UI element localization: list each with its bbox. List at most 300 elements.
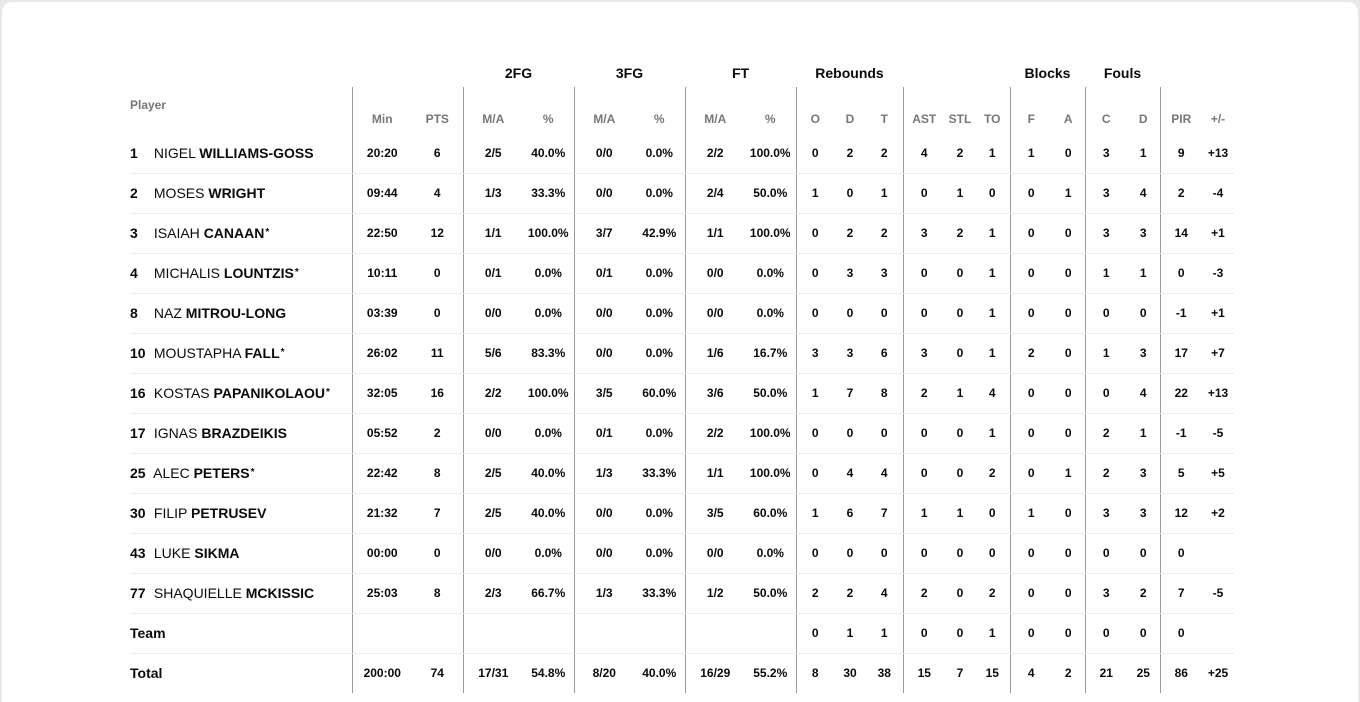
stat-ft-pct: 100.0% <box>745 133 796 173</box>
player-last-name: PETRUSEV <box>190 505 267 521</box>
stat-foul-c: 1 <box>1085 333 1127 373</box>
stat-foul-d: 3 <box>1127 213 1160 253</box>
player-row <box>130 373 1234 413</box>
stat-plus-minus: +13 <box>1202 133 1234 173</box>
stat-ft-ma: 1/1 <box>685 453 745 493</box>
stat-ast: 2 <box>903 373 945 413</box>
stat-2fg-ma: 1/1 <box>463 213 523 253</box>
stat-reb-o: 0 <box>796 293 834 333</box>
stat-pts: 7 <box>412 493 463 533</box>
player-name-cell[interactable] <box>130 293 352 333</box>
stat-reb-t: 6 <box>866 333 903 373</box>
stat-plus-minus: +13 <box>1202 373 1234 413</box>
stat-3fg-ma: 3/5 <box>574 373 634 413</box>
player-first-name: IGNAS <box>153 425 198 441</box>
player-row <box>130 413 1234 453</box>
stat-reb-t: 0 <box>866 533 903 573</box>
stat-2fg-ma: 2/2 <box>463 373 523 413</box>
stat-pir: 9 <box>1160 133 1202 173</box>
group-header-3fg: 3FG <box>615 65 644 81</box>
stat-reb-d: 0 <box>834 413 866 453</box>
stat-blk-f: 1 <box>1010 133 1052 173</box>
stat-ft-ma: 3/5 <box>685 493 745 533</box>
player-name-cell[interactable] <box>130 253 352 293</box>
stat-min: 00:00 <box>352 533 412 573</box>
stat-stl: 0 <box>945 533 975 573</box>
col-header-ast: AST <box>903 87 945 133</box>
stat-to: 1 <box>975 253 1010 293</box>
stat-foul-c: 0 <box>1085 373 1127 413</box>
stat-min: 200:00 <box>352 653 412 693</box>
player-last-name: CANAAN <box>203 225 265 241</box>
stat-reb-o: 0 <box>796 613 834 653</box>
stat-reb-o: 1 <box>796 173 834 213</box>
player-last-name: PETERS <box>193 465 250 481</box>
stat-pts: 2 <box>412 413 463 453</box>
stat-stl: 0 <box>945 453 975 493</box>
stat-reb-t: 0 <box>866 293 903 333</box>
team-row <box>130 613 1234 653</box>
stat-min: 10:11 <box>352 253 412 293</box>
total-row <box>130 653 1234 693</box>
stat-pir: 86 <box>1160 653 1202 693</box>
stat-blk-f: 4 <box>1010 653 1052 693</box>
stat-ft-ma: 16/29 <box>685 653 745 693</box>
stat-to: 1 <box>975 413 1010 453</box>
stat-blk-f: 0 <box>1010 573 1052 613</box>
stat-plus-minus: -5 <box>1202 413 1234 453</box>
stat-blk-a: 0 <box>1052 413 1085 453</box>
stat-reb-d: 2 <box>834 213 866 253</box>
stat-ast: 0 <box>903 453 945 493</box>
stat-reb-o: 0 <box>796 533 834 573</box>
player-first-name: NIGEL <box>153 144 196 161</box>
stat-foul-c: 3 <box>1085 133 1127 173</box>
stat-ft-pct: 0.0% <box>745 253 796 293</box>
stat-reb-d: 0 <box>834 533 866 573</box>
stat-2fg-ma <box>463 613 523 653</box>
stat-pir: 17 <box>1160 333 1202 373</box>
stat-blk-f: 0 <box>1010 413 1052 453</box>
stat-plus-minus: +1 <box>1202 213 1234 253</box>
summary-label: Team <box>130 613 352 653</box>
stat-pts: 12 <box>412 213 463 253</box>
player-first-name: FILIP <box>153 505 188 521</box>
stat-to: 2 <box>975 573 1010 613</box>
stat-blk-f: 0 <box>1010 213 1052 253</box>
player-name-cell[interactable] <box>130 413 352 453</box>
stat-3fg-ma: 0/0 <box>574 133 634 173</box>
stat-blk-f: 0 <box>1010 293 1052 333</box>
player-name-cell[interactable] <box>130 493 352 533</box>
stat-min: 09:44 <box>352 173 412 213</box>
stat-plus-minus: +2 <box>1202 493 1234 533</box>
stat-foul-c: 3 <box>1085 213 1127 253</box>
stat-min: 20:20 <box>352 133 412 173</box>
stat-reb-d: 1 <box>834 613 866 653</box>
player-name-cell[interactable] <box>130 333 352 373</box>
stat-3fg-ma: 0/0 <box>574 533 634 573</box>
stat-blk-a: 1 <box>1052 173 1085 213</box>
stat-pir: 12 <box>1160 493 1202 533</box>
player-name-cell[interactable] <box>130 373 352 413</box>
player-first-name: LUKE <box>153 545 191 561</box>
stat-pir: 0 <box>1160 533 1202 573</box>
stat-blk-f: 2 <box>1010 333 1052 373</box>
stat-foul-d: 0 <box>1127 613 1160 653</box>
stat-3fg-ma: 0/0 <box>574 173 634 213</box>
stat-foul-c: 3 <box>1085 493 1127 533</box>
stat-reb-o: 1 <box>796 373 834 413</box>
stat-ft-pct: 60.0% <box>745 493 796 533</box>
stat-plus-minus: +25 <box>1207 666 1229 681</box>
stat-foul-c: 0 <box>1085 533 1127 573</box>
stat-reb-t: 3 <box>866 253 903 293</box>
col-header-2fg-ma: M/A <box>463 87 523 133</box>
player-name-cell[interactable] <box>130 133 352 173</box>
stat-2fg-pct: 54.8% <box>531 666 566 681</box>
stat-3fg-ma: 3/7 <box>574 213 634 253</box>
player-row <box>130 573 1234 613</box>
stat-min <box>352 613 412 653</box>
stat-reb-o: 8 <box>796 653 834 693</box>
stat-ast: 0 <box>903 533 945 573</box>
stat-pts: 74 <box>430 666 444 681</box>
stat-reb-o: 0 <box>796 213 834 253</box>
stat-pir: -1 <box>1160 293 1202 333</box>
player-row <box>130 293 1234 333</box>
stat-reb-o: 0 <box>796 253 834 293</box>
stat-3fg-pct: 0.0% <box>634 173 685 213</box>
starter-marker: * <box>326 387 330 398</box>
player-name-cell[interactable] <box>130 213 352 253</box>
stat-to: 0 <box>975 173 1010 213</box>
col-header-pts: PTS <box>425 112 449 126</box>
stat-stl: 0 <box>945 253 975 293</box>
col-header-min: Min <box>352 87 412 133</box>
boxscore-card <box>2 2 1358 702</box>
col-header-2fg-pct: % <box>542 112 554 126</box>
col-header-ft-ma: M/A <box>685 87 745 133</box>
group-header-fouls: Fouls <box>1103 65 1142 81</box>
player-row <box>130 333 1234 373</box>
stat-to: 0 <box>975 533 1010 573</box>
stat-ft-pct: 16.7% <box>745 333 796 373</box>
player-name-cell[interactable] <box>130 533 352 573</box>
stat-pts: 11 <box>412 333 463 373</box>
col-header-player: Player <box>130 98 167 112</box>
col-header-stl: STL <box>948 112 972 126</box>
stat-pts: 8 <box>412 453 463 493</box>
stat-reb-o: 2 <box>796 573 834 613</box>
stat-blk-a: 1 <box>1052 453 1085 493</box>
stat-2fg-pct: 40.0% <box>523 453 574 493</box>
stat-min: 21:32 <box>352 493 412 533</box>
player-number: 10 <box>130 345 146 361</box>
stat-3fg-pct: 0.0% <box>634 413 685 453</box>
stat-reb-o: 0 <box>796 133 834 173</box>
stat-plus-minus: -4 <box>1202 173 1234 213</box>
stat-blk-a: 0 <box>1052 213 1085 253</box>
stat-reb-t: 8 <box>866 373 903 413</box>
stat-3fg-ma: 1/3 <box>574 573 634 613</box>
stat-blk-a: 0 <box>1052 533 1085 573</box>
player-name-cell[interactable] <box>130 173 352 213</box>
col-header-3fg-pct: % <box>653 112 665 126</box>
player-first-name: ALEC <box>153 465 190 481</box>
stat-reb-d: 3 <box>834 253 866 293</box>
stat-to: 0 <box>975 493 1010 533</box>
stat-foul-d: 3 <box>1127 493 1160 533</box>
player-first-name: MOSES <box>153 185 205 201</box>
stat-to: 4 <box>975 373 1010 413</box>
stat-2fg-ma: 0/1 <box>463 253 523 293</box>
stat-ast: 0 <box>903 613 945 653</box>
player-first-name: KOSTAS <box>153 385 210 401</box>
stat-foul-c: 1 <box>1085 253 1127 293</box>
stat-reb-t: 4 <box>866 573 903 613</box>
stat-pts: 16 <box>412 373 463 413</box>
stat-ft-ma: 2/4 <box>685 173 745 213</box>
stat-foul-d: 4 <box>1127 173 1160 213</box>
group-header-2fg: 2FG <box>504 65 533 81</box>
stat-min: 25:03 <box>352 573 412 613</box>
player-number: 8 <box>130 305 138 321</box>
stat-2fg-ma: 5/6 <box>463 333 523 373</box>
stat-foul-c: 2 <box>1085 413 1127 453</box>
player-first-name: NAZ <box>153 305 182 321</box>
stat-3fg-pct: 33.3% <box>634 573 685 613</box>
stat-3fg-ma: 0/0 <box>574 333 634 373</box>
col-header-reb-t: T <box>880 112 888 126</box>
stat-stl: 1 <box>945 173 975 213</box>
stat-ft-pct: 0.0% <box>745 293 796 333</box>
stat-ft-ma: 3/6 <box>685 373 745 413</box>
player-number: 1 <box>130 144 138 161</box>
player-last-name: MITROU-LONG <box>185 305 287 321</box>
stat-pir: 0 <box>1160 253 1202 293</box>
stat-min: 32:05 <box>352 373 412 413</box>
stat-blk-a: 0 <box>1052 253 1085 293</box>
stat-pts: 0 <box>412 533 463 573</box>
stat-foul-c: 3 <box>1085 173 1127 213</box>
stat-min: 22:42 <box>352 453 412 493</box>
stat-foul-d: 0 <box>1127 293 1160 333</box>
stat-3fg-pct: 60.0% <box>634 373 685 413</box>
stat-2fg-pct: 0.0% <box>523 293 574 333</box>
stat-reb-d: 6 <box>834 493 866 533</box>
stat-blk-a: 0 <box>1052 613 1085 653</box>
player-last-name: FALL <box>244 345 280 361</box>
stat-blk-f: 0 <box>1010 253 1052 293</box>
stat-ast: 0 <box>903 413 945 453</box>
stat-ft-ma <box>685 613 745 653</box>
stat-foul-c: 21 <box>1085 653 1127 693</box>
stat-ft-ma: 0/0 <box>685 533 745 573</box>
starter-marker: * <box>265 227 270 238</box>
col-header-to: TO <box>984 112 1001 126</box>
stat-2fg-ma: 0/0 <box>463 293 523 333</box>
stat-ft-pct: 55.2% <box>753 666 788 681</box>
player-number: 43 <box>130 545 146 561</box>
stat-plus-minus: -3 <box>1202 253 1234 293</box>
col-header-blk-a: A <box>1063 112 1073 126</box>
group-header-rebounds: Rebounds <box>815 65 884 81</box>
stat-stl: 1 <box>945 373 975 413</box>
stat-min: 26:02 <box>352 333 412 373</box>
stat-blk-a: 0 <box>1052 333 1085 373</box>
player-first-name: MICHALIS <box>153 265 221 281</box>
stat-reb-t: 1 <box>866 173 903 213</box>
player-row <box>130 533 1234 573</box>
col-header-plus-minus: +/- <box>1210 112 1226 126</box>
col-header-ft-pct: % <box>764 112 776 126</box>
stat-pts: 4 <box>412 173 463 213</box>
player-last-name: SIKMA <box>194 545 240 561</box>
player-number: 17 <box>130 425 146 441</box>
stat-stl: 1 <box>945 493 975 533</box>
stat-2fg-ma: 2/5 <box>463 133 523 173</box>
player-name-cell[interactable] <box>130 573 352 613</box>
col-header-reb-o: O <box>796 87 834 133</box>
stat-3fg-ma: 0/0 <box>574 293 634 333</box>
stat-plus-minus: -5 <box>1202 573 1234 613</box>
stat-stl: 2 <box>945 133 975 173</box>
stat-3fg-pct: 0.0% <box>634 493 685 533</box>
stat-3fg-pct: 42.9% <box>634 213 685 253</box>
stat-ft-ma: 0/0 <box>685 253 745 293</box>
stat-reb-d: 4 <box>834 453 866 493</box>
stat-2fg-ma: 2/5 <box>463 493 523 533</box>
stat-2fg-pct <box>523 613 574 653</box>
stat-pir: 22 <box>1160 373 1202 413</box>
stat-2fg-pct: 40.0% <box>523 133 574 173</box>
stat-blk-f: 0 <box>1010 613 1052 653</box>
stat-ast: 2 <box>903 573 945 613</box>
summary-label: Total <box>130 665 163 682</box>
col-header-3fg-ma: M/A <box>574 87 634 133</box>
stat-blk-a: 0 <box>1052 133 1085 173</box>
stat-3fg-pct: 0.0% <box>634 133 685 173</box>
stat-ast: 0 <box>903 253 945 293</box>
player-last-name: MCKISSIC <box>245 585 315 601</box>
stat-ft-pct: 100.0% <box>745 413 796 453</box>
stat-reb-o: 0 <box>796 413 834 453</box>
stat-ft-ma: 2/2 <box>685 133 745 173</box>
stat-ft-ma: 1/6 <box>685 333 745 373</box>
stat-plus-minus: +5 <box>1202 453 1234 493</box>
stat-3fg-pct: 0.0% <box>634 533 685 573</box>
stat-reb-d: 0 <box>834 173 866 213</box>
stat-reb-t: 38 <box>877 666 891 681</box>
player-number: 3 <box>130 225 138 241</box>
stat-ast: 1 <box>903 493 945 533</box>
stat-blk-f: 0 <box>1010 373 1052 413</box>
stat-plus-minus <box>1202 533 1234 573</box>
stat-foul-d: 0 <box>1127 533 1160 573</box>
player-last-name: WRIGHT <box>208 185 266 201</box>
stat-plus-minus: +7 <box>1202 333 1234 373</box>
stat-ft-pct: 50.0% <box>745 573 796 613</box>
column-header-row <box>130 87 1234 133</box>
player-number: 4 <box>130 265 138 281</box>
stat-blk-f: 0 <box>1010 533 1052 573</box>
stat-reb-t: 2 <box>866 133 903 173</box>
stat-ft-pct: 0.0% <box>745 533 796 573</box>
stat-2fg-ma: 1/3 <box>463 173 523 213</box>
group-header-ft: FT <box>731 65 750 81</box>
stat-ft-pct: 100.0% <box>745 213 796 253</box>
stat-blk-f: 0 <box>1010 173 1052 213</box>
stat-foul-d: 25 <box>1136 666 1150 681</box>
stat-3fg-ma: 1/3 <box>574 453 634 493</box>
stat-reb-d: 3 <box>834 333 866 373</box>
stat-to: 2 <box>975 453 1010 493</box>
stat-reb-d: 0 <box>834 293 866 333</box>
stat-plus-minus: +1 <box>1202 293 1234 333</box>
stat-2fg-ma: 2/5 <box>463 453 523 493</box>
player-last-name: PAPANIKOLAOU <box>213 385 326 401</box>
col-header-pir: PIR <box>1160 87 1202 133</box>
player-first-name: MOUSTAPHA <box>153 345 241 361</box>
stat-2fg-pct: 100.0% <box>523 213 574 253</box>
stat-pts: 6 <box>412 133 463 173</box>
player-number: 30 <box>130 505 146 521</box>
stat-foul-c: 2 <box>1085 453 1127 493</box>
stat-ft-pct: 50.0% <box>745 173 796 213</box>
stat-to: 1 <box>975 333 1010 373</box>
stat-3fg-pct: 33.3% <box>634 453 685 493</box>
stat-reb-o: 1 <box>796 493 834 533</box>
stat-2fg-pct: 100.0% <box>523 373 574 413</box>
stat-stl: 7 <box>956 666 964 681</box>
player-name-cell[interactable] <box>130 453 352 493</box>
stat-foul-d: 3 <box>1127 333 1160 373</box>
stat-3fg-pct <box>634 613 685 653</box>
stat-to: 1 <box>975 133 1010 173</box>
stat-to: 1 <box>975 293 1010 333</box>
stat-reb-t: 2 <box>866 213 903 253</box>
col-header-foul-c: C <box>1085 87 1127 133</box>
stat-reb-t: 0 <box>866 413 903 453</box>
stat-pts <box>412 613 463 653</box>
stat-pir: 5 <box>1160 453 1202 493</box>
stat-reb-d: 2 <box>834 573 866 613</box>
player-number: 25 <box>130 465 146 481</box>
player-row <box>130 213 1234 253</box>
stat-3fg-ma <box>574 613 634 653</box>
stat-ft-ma: 2/2 <box>685 413 745 453</box>
stat-reb-d: 7 <box>834 373 866 413</box>
stat-reb-t: 4 <box>866 453 903 493</box>
stat-pir: 0 <box>1160 613 1202 653</box>
stat-pts: 0 <box>412 253 463 293</box>
stat-blk-a: 2 <box>1064 666 1072 681</box>
player-number: 2 <box>130 185 138 201</box>
group-header-row <box>130 59 1234 87</box>
stat-min: 03:39 <box>352 293 412 333</box>
stat-reb-t: 7 <box>866 493 903 533</box>
stat-reb-o: 3 <box>796 333 834 373</box>
player-last-name: LOUNTZIS <box>223 265 294 281</box>
stat-3fg-ma: 0/1 <box>574 413 634 453</box>
stat-foul-d: 1 <box>1127 133 1160 173</box>
group-header-blocks: Blocks <box>1024 65 1071 81</box>
col-header-blk-f: F <box>1010 87 1052 133</box>
player-first-name: SHAQUIELLE <box>153 585 242 601</box>
player-row <box>130 453 1234 493</box>
stat-pir: -1 <box>1160 413 1202 453</box>
